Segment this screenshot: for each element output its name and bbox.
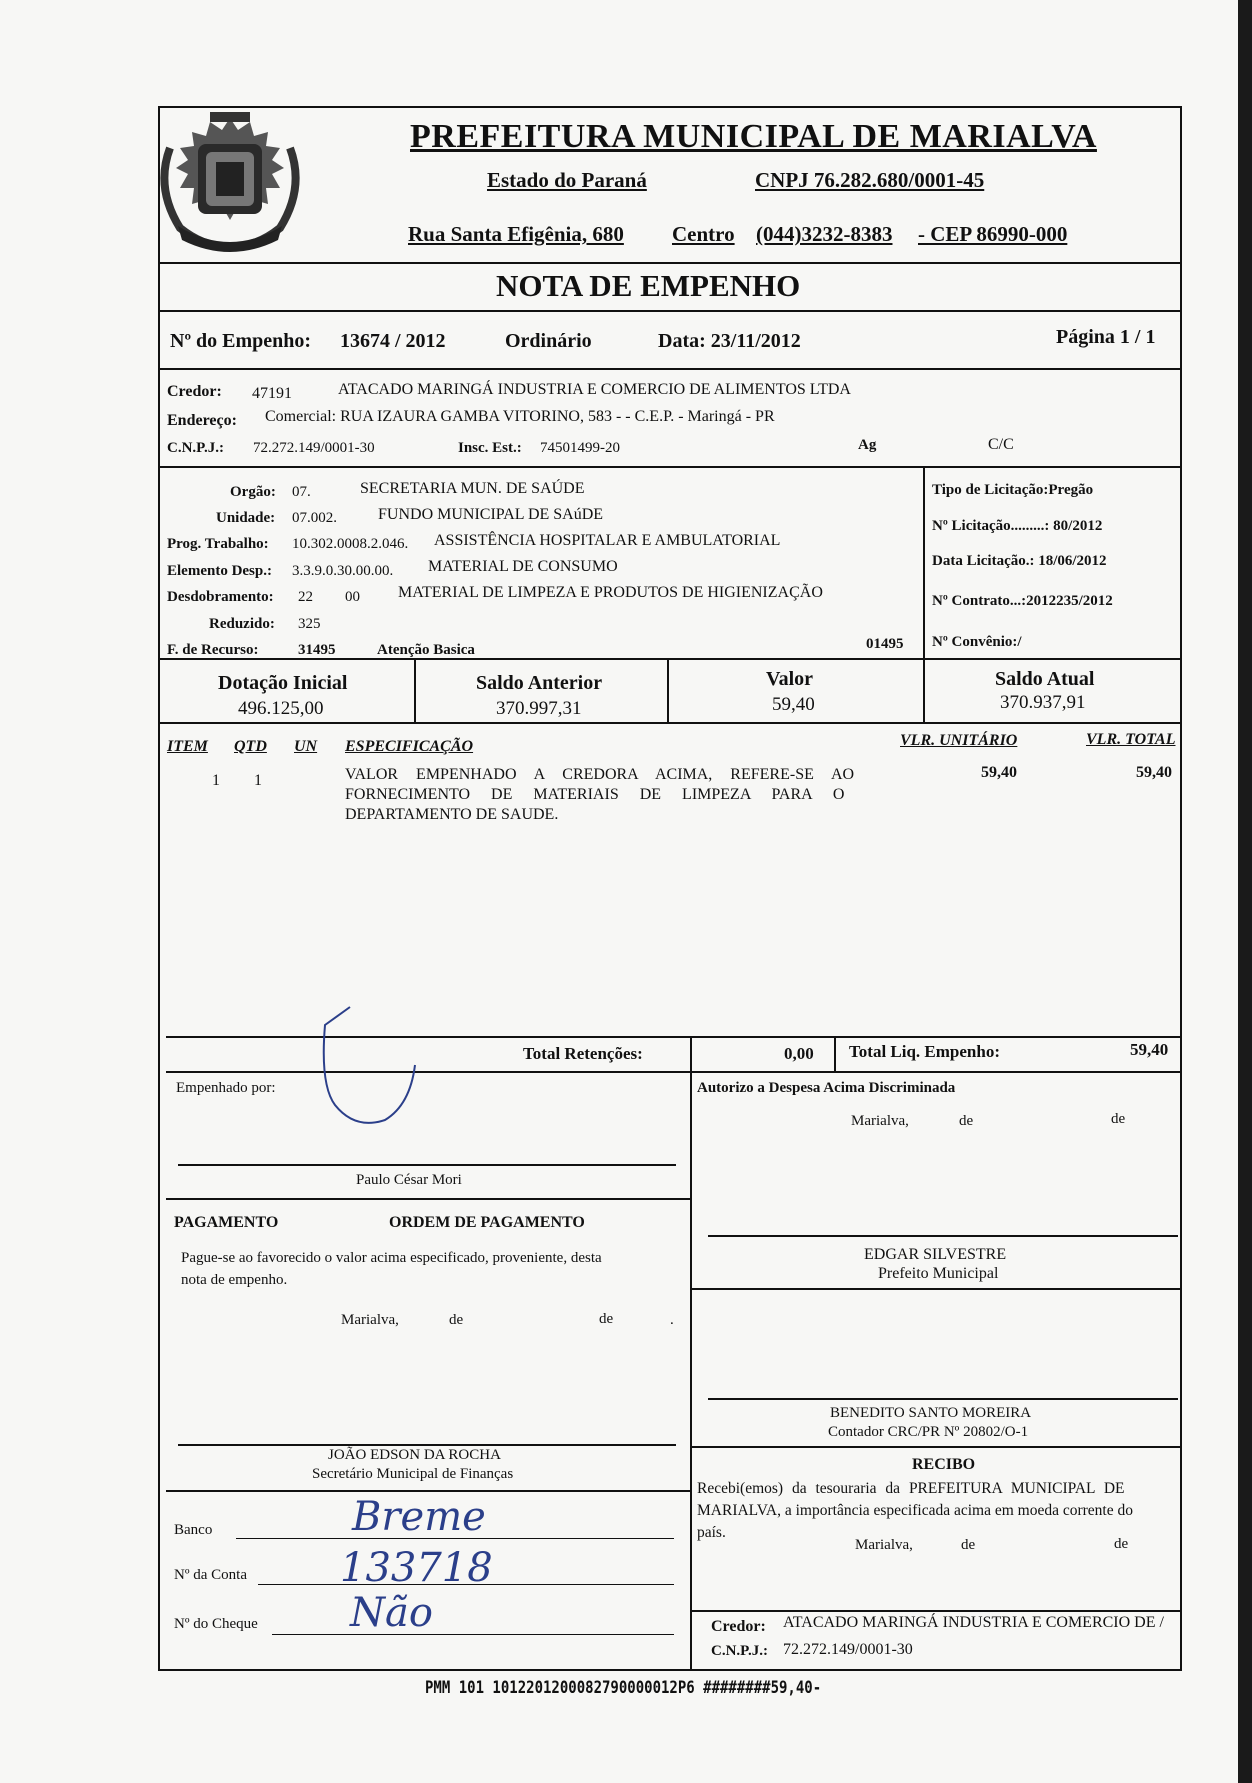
col-spec: ESPECIFICAÇÃO	[345, 738, 474, 755]
desd-b: 00	[345, 589, 360, 605]
unidade-label: Unidade:	[216, 510, 276, 526]
doc-title: NOTA DE EMPENHO	[496, 268, 801, 303]
pague-line2: nota de empenho.	[181, 1272, 288, 1288]
recurso-code: 31495	[298, 642, 336, 658]
saldo-atual-label: Saldo Atual	[995, 668, 1095, 690]
agency-label: Ag	[858, 437, 877, 453]
conta-label: Nº da Conta	[174, 1567, 247, 1583]
recibo-cnpj: 72.272.149/0001-30	[783, 1641, 913, 1658]
recurso-label: F. de Recurso:	[167, 642, 259, 658]
secretario-name: JOÃO EDSON DA ROCHA	[328, 1447, 501, 1463]
right-de1: de	[959, 1113, 974, 1129]
org-cnpj: CNPJ 76.282.680/0001-45	[755, 168, 985, 192]
left-dot: .	[670, 1312, 674, 1328]
empenhado-signature-icon	[315, 1005, 435, 1145]
prog-label: Prog. Trabalho:	[167, 536, 269, 552]
ie-label: Insc. Est.:	[458, 440, 522, 456]
prog-name: ASSISTÊNCIA HOSPITALAR E AMBULATORIAL	[434, 532, 781, 549]
recibo-de2: de	[1114, 1536, 1129, 1552]
recibo-credor-label: Credor:	[711, 1618, 766, 1635]
col-qtd: QTD	[234, 738, 267, 755]
elem-label: Elemento Desp.:	[167, 563, 272, 579]
pague-line1: Pague-se ao favorecido o valor acima especificado, proveniente, desta	[181, 1250, 602, 1266]
credor-label: Credor:	[167, 383, 222, 400]
retencoes-label: Total Retenções:	[523, 1044, 643, 1063]
right-de2: de	[1111, 1111, 1126, 1127]
banco-signature: Breme	[352, 1494, 486, 1540]
elem-code: 3.3.9.0.30.00.00.	[292, 563, 394, 579]
credor-ie: 74501499-20	[540, 440, 620, 456]
reduzido-label: Reduzido:	[209, 616, 275, 632]
scan-edge	[1238, 0, 1252, 1783]
footer-code: PMM 101 1012201200082790000012P6 ########59,40-	[425, 1678, 822, 1698]
recurso-right: 01495	[866, 636, 904, 652]
data-licitacao: Data Licitação.: 18/06/2012	[932, 553, 1107, 569]
address-label: Endereço:	[167, 412, 237, 429]
cheque-label: Nº do Cheque	[174, 1616, 258, 1632]
org-district: Centro	[672, 222, 735, 246]
num-contrato: Nº Contrato...:2012235/2012	[932, 593, 1113, 609]
dotacao-label: Dotação Inicial	[218, 672, 348, 694]
liq-empenho-label: Total Liq. Empenho:	[849, 1042, 1000, 1061]
credor-code: 47191	[252, 385, 292, 402]
recibo-de1: de	[961, 1537, 976, 1553]
org-cep: - CEP 86990-000	[918, 222, 1068, 246]
cheque-signature: Não	[350, 1590, 433, 1636]
tipo-licitacao: Tipo de Licitação:Pregão	[932, 482, 1094, 498]
col-vlr-unit: VLR. UNITÁRIO	[900, 732, 1018, 749]
autorizo-label: Autorizo a Despesa Acima Discriminada	[697, 1080, 956, 1096]
prefeito-title: Prefeito Municipal	[878, 1265, 999, 1282]
state-name: Estado do Paraná	[487, 168, 647, 192]
recibo-cnpj-label: C.N.P.J.:	[711, 1643, 768, 1659]
pagamento-label: PAGAMENTO	[174, 1214, 279, 1231]
recibo-title: RECIBO	[912, 1456, 976, 1473]
empenho-num: 13674 / 2012	[340, 330, 446, 352]
item-vlr-total: 59,40	[1136, 764, 1172, 781]
col-un: UN	[294, 738, 318, 755]
org-address: Rua Santa Efigênia, 680	[408, 222, 624, 246]
dotacao-value: 496.125,00	[238, 698, 324, 719]
credor-address: Comercial: RUA IZAURA GAMBA VITORINO, 583 - - C.E.P. - Maringá - PR	[265, 408, 775, 425]
org-phone: (044)3232-8383	[756, 222, 893, 246]
ordem-pagamento-label: ORDEM DE PAGAMENTO	[389, 1214, 585, 1231]
item-vlr-unit: 59,40	[981, 764, 1017, 781]
org-title: PREFEITURA MUNICIPAL DE MARIALVA	[410, 118, 1097, 155]
item-spec-line1: VALOR EMPENHADO A CREDORA ACIMA, REFERE-SE AO	[345, 766, 855, 783]
empenhado-name: Paulo César Mori	[356, 1172, 462, 1188]
empenho-num-label: Nº do Empenho:	[170, 330, 312, 352]
empenho-type: Ordinário	[505, 330, 592, 352]
right-city: Marialva,	[851, 1113, 909, 1129]
empenho-date: Data: 23/11/2012	[658, 330, 801, 352]
saldo-anterior-value: 370.997,31	[496, 698, 582, 719]
recibo-line2: MARIALVA, a importância especificada acima em moeda corrente do	[697, 1502, 1133, 1519]
item-qtd: 1	[254, 772, 262, 789]
left-city: Marialva,	[341, 1312, 399, 1328]
liq-empenho-value: 59,40	[1130, 1040, 1169, 1059]
recurso-name: Atenção Basica	[377, 642, 475, 658]
desd-a: 22	[298, 589, 313, 605]
orgao-label: Orgão:	[230, 484, 276, 500]
conta-signature: 133718	[340, 1545, 493, 1591]
reduzido-value: 325	[298, 616, 321, 632]
elem-name: MATERIAL DE CONSUMO	[428, 558, 618, 575]
credor-cnpj: 72.272.149/0001-30	[253, 440, 375, 456]
desd-name: MATERIAL DE LIMPEZA E PRODUTOS DE HIGIENIZAÇÃO	[398, 584, 823, 601]
item-spec-line3: DEPARTAMENTO DE SAUDE.	[345, 806, 559, 823]
left-de1: de	[449, 1312, 464, 1328]
prefeito-name: EDGAR SILVESTRE	[864, 1246, 1007, 1263]
prog-code: 10.302.0008.2.046.	[292, 536, 409, 552]
orgao-code: 07.	[292, 484, 311, 500]
unidade-name: FUNDO MUNICIPAL DE SAúDE	[378, 506, 604, 523]
orgao-name: SECRETARIA MUN. DE SAÚDE	[360, 480, 585, 497]
num-convenio: Nº Convênio:/	[932, 634, 1022, 650]
retencoes-value: 0,00	[784, 1044, 814, 1063]
valor-label: Valor	[766, 668, 814, 690]
banco-label: Banco	[174, 1522, 213, 1538]
coat-of-arms-icon	[150, 108, 310, 263]
empenhado-label: Empenhado por:	[176, 1080, 276, 1096]
item-spec-line2: FORNECIMENTO DE MATERIAIS DE LIMPEZA PARA O	[345, 786, 845, 803]
num-licitacao: Nº Licitação.........: 80/2012	[932, 518, 1103, 534]
saldo-atual-value: 370.937,91	[1000, 692, 1086, 713]
contador-title: Contador CRC/PR Nº 20802/O-1	[828, 1424, 1029, 1440]
left-de2: de	[599, 1311, 614, 1327]
page-indicator: Página 1 / 1	[1056, 326, 1156, 348]
cnpj-label: C.N.P.J.:	[167, 440, 224, 456]
saldo-anterior-label: Saldo Anterior	[476, 672, 603, 694]
recibo-line1: Recebi(emos) da tesouraria da PREFEITURA MUNICIPAL DE	[697, 1480, 1125, 1497]
valor-value: 59,40	[772, 694, 815, 715]
item-number: 1	[212, 772, 220, 789]
secretario-title: Secretário Municipal de Finanças	[312, 1466, 514, 1482]
credor-name: ATACADO MARINGÁ INDUSTRIA E COMERCIO DE ALIMENTOS LTDA	[338, 381, 851, 398]
col-item: ITEM	[167, 738, 208, 755]
account-label: C/C	[988, 436, 1014, 453]
desd-label: Desdobramento:	[167, 589, 274, 605]
col-vlr-total: VLR. TOTAL	[1086, 731, 1176, 748]
unidade-code: 07.002.	[292, 510, 337, 526]
recibo-city: Marialva,	[855, 1537, 913, 1553]
recibo-credor: ATACADO MARINGÁ INDUSTRIA E COMERCIO DE /	[783, 1614, 1164, 1631]
recibo-line3: país.	[697, 1524, 726, 1541]
contador-name: BENEDITO SANTO MOREIRA	[830, 1405, 1032, 1421]
